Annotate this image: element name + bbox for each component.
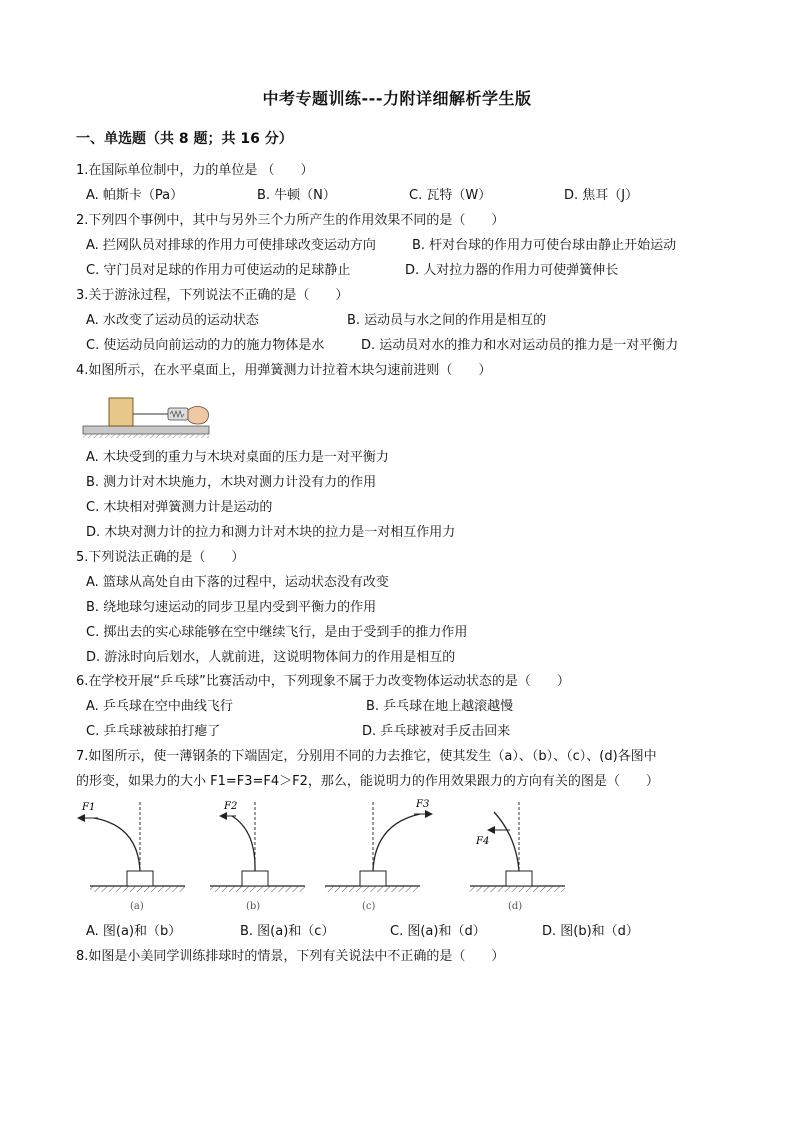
q2-option-c: C. 守门员对足球的作用力可使运动的足球静止	[86, 263, 351, 278]
q2-option-d: D. 人对拉力器的作用力可使弹簧伸长	[405, 263, 619, 278]
q5-option-d: D. 游泳时向后划水，人就前进，这说明物体间力的作用是相互的	[86, 650, 456, 665]
question-1-stem: 1.在国际单位制中，力的单位是 （ ）	[76, 163, 314, 178]
steel-strip-figure	[70, 796, 690, 916]
question-8-stem: 8.如图是小美同学训练排球时的情景，下列有关说法中不正确的是（ ）	[76, 949, 505, 964]
q4-option-d: D. 木块对测力计的拉力和测力计对木块的拉力是一对相互作用力	[86, 525, 456, 540]
force-label-f4: F4	[476, 836, 490, 847]
question-7-stem-continued: 的形变，如果力的大小 F1=F3=F4＞F2，那么，能说明力的作用效果跟力的方向有关的图是（ ）	[76, 774, 659, 789]
wooden-block	[109, 398, 133, 426]
q5-option-b: B. 绕地球匀速运动的同步卫星内受到平衡力的作用	[86, 600, 377, 615]
table-top	[83, 426, 209, 434]
q6-option-b: B. 乒乓球在地上越滚越慢	[366, 699, 514, 714]
q7-option-b: B. 图(a)和（c）	[240, 924, 335, 939]
question-6-stem: 6.在学校开展“乒乓球”比赛活动中，下列现象不属于力改变物体运动状态的是（ ）	[76, 674, 570, 689]
panel-label-b: (b)	[246, 901, 261, 912]
q2-option-b: B. 杆对台球的作用力可使台球由静止开始运动	[412, 238, 677, 253]
panel-label-a: (a)	[130, 901, 144, 912]
q3-option-b: B. 运动员与水之间的作用是相互的	[347, 313, 547, 328]
q1-option-d: D. 焦耳（J）	[564, 188, 639, 203]
force-label-f1: F1	[82, 802, 96, 813]
section-heading: 一、单选题（共 8 题；共 16 分）	[76, 131, 293, 147]
force-label-f2: F2	[224, 801, 238, 812]
spring-scale	[168, 408, 188, 420]
panel-b	[210, 801, 305, 912]
q7-option-a: A. 图(a)和（b）	[86, 924, 182, 939]
question-3-stem: 3.关于游泳过程，下列说法不正确的是（ ）	[76, 288, 349, 303]
q4-option-a: A. 木块受到的重力与木块对桌面的压力是一对平衡力	[86, 450, 389, 465]
q1-option-a: A. 帕斯卡（Pa）	[86, 188, 184, 203]
q1-option-b: B. 牛顿（N）	[257, 188, 336, 203]
force-label-f3: F3	[416, 799, 430, 810]
q3-option-c: C. 使运动员向前运动的力的施力物体是水	[86, 338, 325, 353]
hand-icon	[188, 406, 209, 424]
spring-scale-figure	[82, 393, 212, 443]
q7-option-c: C. 图(a)和（d）	[390, 924, 486, 939]
q7-option-d: D. 图(b)和（d）	[542, 924, 639, 939]
q4-option-c: C. 木块相对弹簧测力计是运动的	[86, 500, 273, 515]
question-4-stem: 4.如图所示，在水平桌面上，用弹簧测力计拉着木块匀速前进则（ ）	[76, 363, 492, 378]
q5-option-a: A. 篮球从高处自由下落的过程中，运动状态没有改变	[86, 575, 389, 590]
question-5-stem: 5.下列说法正确的是（ ）	[76, 550, 245, 565]
panel-label-d: (d)	[508, 901, 523, 912]
panel-c	[325, 799, 432, 912]
q6-option-d: D. 乒乓球被对手反击回来	[362, 724, 511, 739]
q3-option-d: D. 运动员对水的推力和水对运动员的推力是一对平衡力	[361, 338, 679, 353]
panel-label-c: (c)	[362, 901, 376, 912]
q1-option-c: C. 瓦特（W）	[409, 188, 492, 203]
panel-a	[78, 802, 185, 912]
q3-option-a: A. 水改变了运动员的运动状态	[86, 313, 259, 328]
panel-d	[470, 802, 565, 912]
page-title: 中考专题训练---力附详细解析学生版	[262, 89, 532, 108]
q6-option-a: A. 乒乓球在空中曲线飞行	[86, 699, 233, 714]
question-7-stem: 7.如图所示，使一薄钢条的下端固定，分别用不同的力去推它，使其发生（a）、（b）、（c）、(d)各图中	[76, 749, 657, 764]
q4-option-b: B. 测力计对木块施力，木块对测力计没有力的作用	[86, 475, 377, 490]
q5-option-c: C. 掷出去的实心球能够在空中继续飞行，是由于受到手的推力作用	[86, 625, 468, 640]
question-2-stem: 2.下列四个事例中，其中与另外三个力所产生的作用效果不同的是（ ）	[76, 213, 505, 228]
table-edge	[83, 434, 209, 438]
q6-option-c: C. 乒乓球被球拍打瘪了	[86, 724, 221, 739]
q2-option-a: A. 拦网队员对排球的作用力可使排球改变运动方向	[86, 238, 376, 253]
